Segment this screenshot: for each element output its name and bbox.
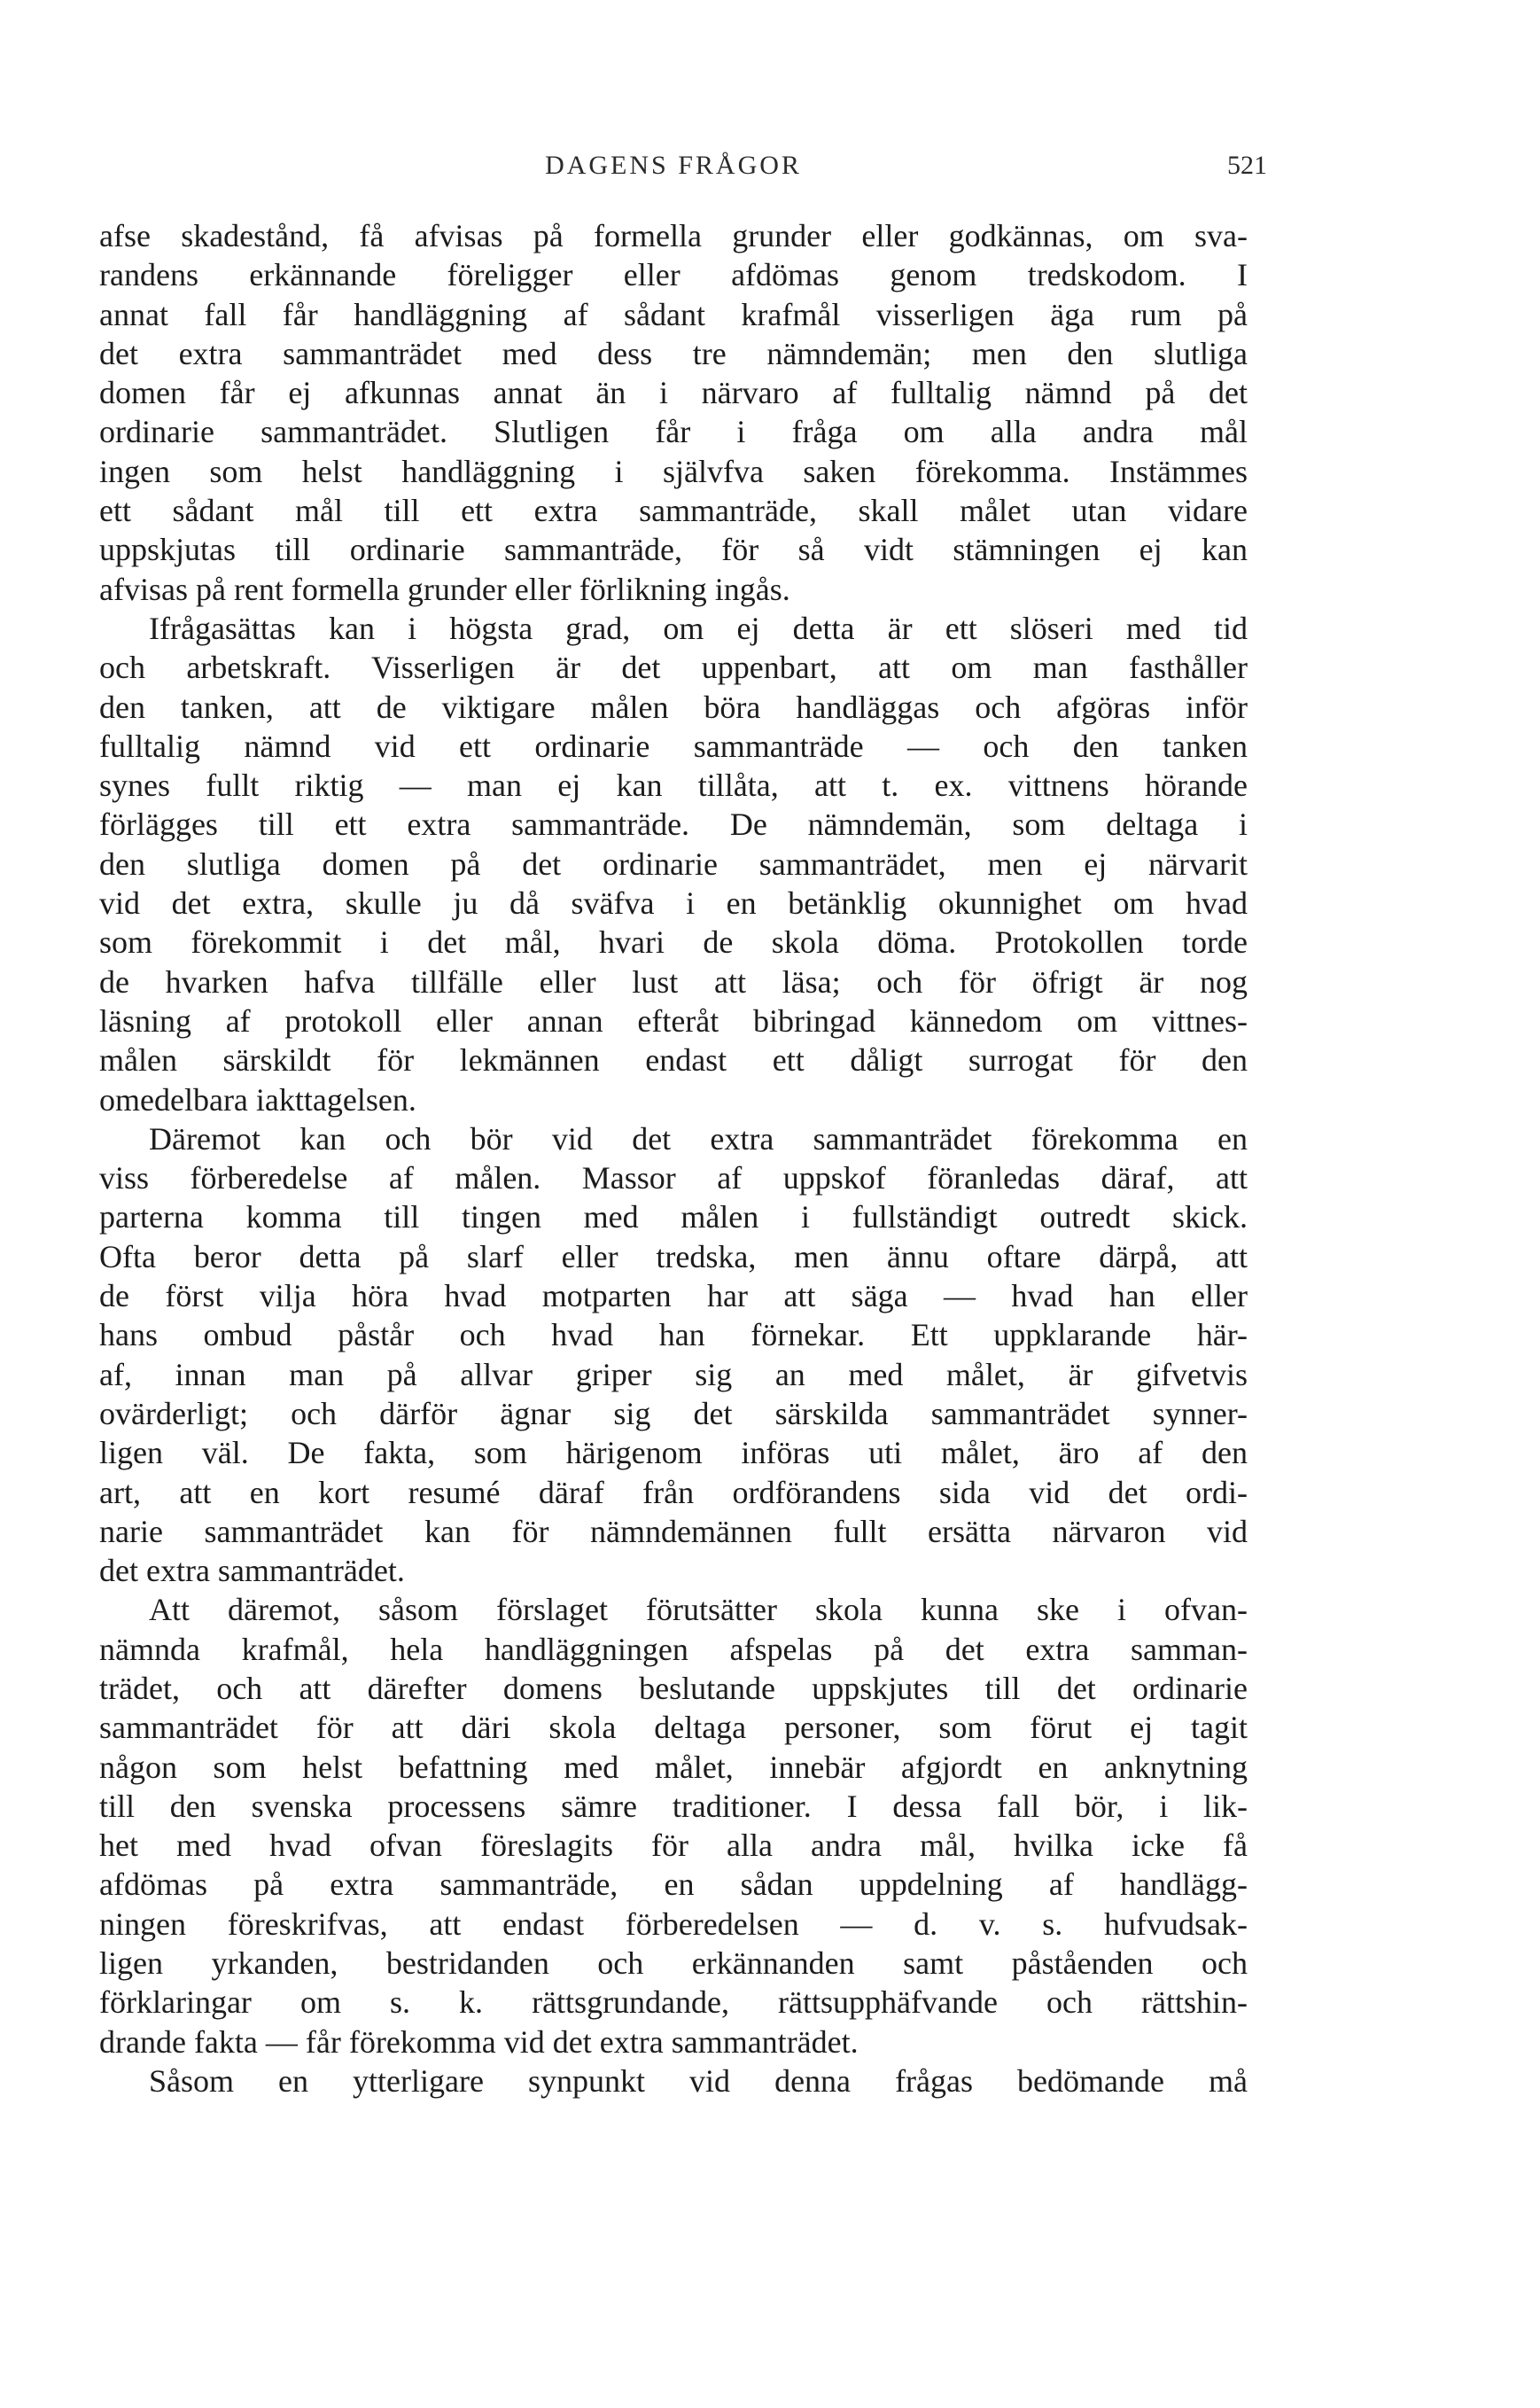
text-line: afdömas på extra sammanträde, en sådan uppdelning af handlägg-	[99, 1866, 1248, 1903]
text-line: de först vilja höra hvad motparten har att säga — hvad han eller	[99, 1278, 1248, 1314]
text-line: vid det extra, skulle ju då sväfva i en betänklig okunnighet om hvad	[99, 885, 1248, 922]
running-title: DAGENS FRÅGOR	[545, 151, 802, 180]
text-line: förlägges till ett extra sammanträde. De nämndemän, som deltaga i	[99, 807, 1248, 843]
text-line: de hvarken hafva tillfälle eller lust att läsa; och för öfrigt är nog	[99, 963, 1248, 1000]
text-line: Att däremot, såsom förslaget förutsätter skola kunna ske i ofvan-	[149, 1592, 1248, 1628]
text-line: någon som helst befattning med målet, innebär afgjordt en anknytning	[99, 1749, 1248, 1785]
text-line: till den svenska processens sämre traditioner. I dessa fall bör, i lik-	[99, 1788, 1248, 1824]
text-line: sammanträdet för att däri skola deltaga personer, som förut ej tagit	[99, 1710, 1248, 1746]
text-line: trädet, och att därefter domens beslutande uppskjutes till det ordinarie	[99, 1670, 1248, 1706]
text-line: ordinarie sammanträdet. Slutligen får i fråga om alla andra mål	[99, 414, 1248, 450]
text-line: afse skadestånd, få afvisas på formella grunder eller godkännas, om sva-	[99, 218, 1248, 253]
page-number: 521	[1227, 151, 1267, 180]
text-line: den slutliga domen på det ordinarie sammanträdet, men ej närvarit	[99, 846, 1248, 882]
text-line: afvisas på rent formella grunder eller förlikning ingås.	[99, 571, 790, 607]
text-line: synes fullt riktig — man ej kan tillåta, att t. ex. vittnens hörande	[99, 768, 1248, 804]
text-line: nämnda krafmål, hela handläggningen afspelas på det extra samman-	[99, 1631, 1248, 1667]
text-line: viss förberedelse af målen. Massor af uppskof föranledas däraf, att	[99, 1160, 1248, 1196]
text-line: Ofta beror detta på slarf eller tredska, men ännu oftare därpå, att	[99, 1238, 1248, 1274]
text-line: ningen föreskrifvas, att endast förberedelsen — d. v. s. hufvudsak-	[99, 1905, 1248, 1942]
text-line: ligen yrkanden, bestridanden och erkännanden samt påståenden och	[99, 1945, 1248, 1982]
text-line: som förekommit i det mål, hvari de skola döma. Protokollen torde	[99, 924, 1248, 961]
page-header	[97, 151, 1267, 190]
text-line: det extra sammanträdet.	[99, 1553, 405, 1589]
text-line: Såsom en ytterligare synpunkt vid denna frågas bedömande må	[149, 2062, 1248, 2099]
text-line: förklaringar om s. k. rättsgrundande, rättsupphäfvande och rättshin-	[99, 1984, 1248, 2021]
text-line: fulltalig nämnd vid ett ordinarie sammanträde — och den tanken	[99, 728, 1248, 764]
text-line: det extra sammanträdet med dess tre nämndemän; men den slutliga	[99, 335, 1248, 371]
text-line: uppskjutas till ordinarie sammanträde, för så vidt stämningen ej kan	[99, 532, 1248, 568]
text-line: ett sådant mål till ett extra sammanträde, skall målet utan vidare	[99, 493, 1248, 529]
body-text	[99, 216, 1248, 2100]
text-line: och arbetskraft. Visserligen är det uppenbart, att om man fasthåller	[99, 650, 1248, 686]
text-line: den tanken, att de viktigare målen böra handläggas och afgöras inför	[99, 689, 1248, 725]
text-line: Däremot kan och bör vid det extra sammanträdet förekomma en	[149, 1120, 1248, 1157]
text-line: het med hvad ofvan föreslagits för alla andra mål, hvilka icke få	[99, 1827, 1248, 1864]
text-line: hans ombud påstår och hvad han förnekar. Ett uppklarande här-	[99, 1317, 1248, 1353]
text-line: läsning af protokoll eller annan efteråt bibringad kännedom om vittnes-	[99, 1002, 1248, 1039]
text-line: ingen som helst handläggning i självfva saken förekomma. Instämmes	[99, 453, 1248, 489]
text-line: annat fall får handläggning af sådant krafmål visserligen äga rum på	[99, 296, 1248, 332]
text-line: ovärderligt; och därför ägnar sig det särskilda sammanträdet synner-	[99, 1395, 1248, 1431]
text-line: randens erkännande föreligger eller afdömas genom tredskodom. I	[99, 257, 1248, 293]
text-line: af, innan man på allvar griper sig an med målet, är gifvetvis	[99, 1356, 1248, 1392]
text-line: målen särskildt för lekmännen endast ett dåligt surrogat för den	[99, 1042, 1248, 1079]
text-line: art, att en kort resumé däraf från ordförandens sida vid det ordi-	[99, 1474, 1248, 1510]
text-line: ligen väl. De fakta, som härigenom införas uti målet, äro af den	[99, 1435, 1248, 1471]
text-line: parterna komma till tingen med målen i fullständigt outredt skick.	[99, 1199, 1248, 1235]
text-line: narie sammanträdet kan för nämndemännen fullt ersätta närvaron vid	[99, 1513, 1248, 1549]
text-line: drande fakta — får förekomma vid det extra sammanträdet.	[99, 2023, 859, 2060]
text-line: omedelbara iakttagelsen.	[99, 1081, 416, 1118]
text-line: Ifrågasättas kan i högsta grad, om ej detta är ett slöseri med tid	[149, 610, 1248, 646]
text-line: domen får ej afkunnas annat än i närvaro af fulltalig nämnd på det	[99, 375, 1248, 411]
